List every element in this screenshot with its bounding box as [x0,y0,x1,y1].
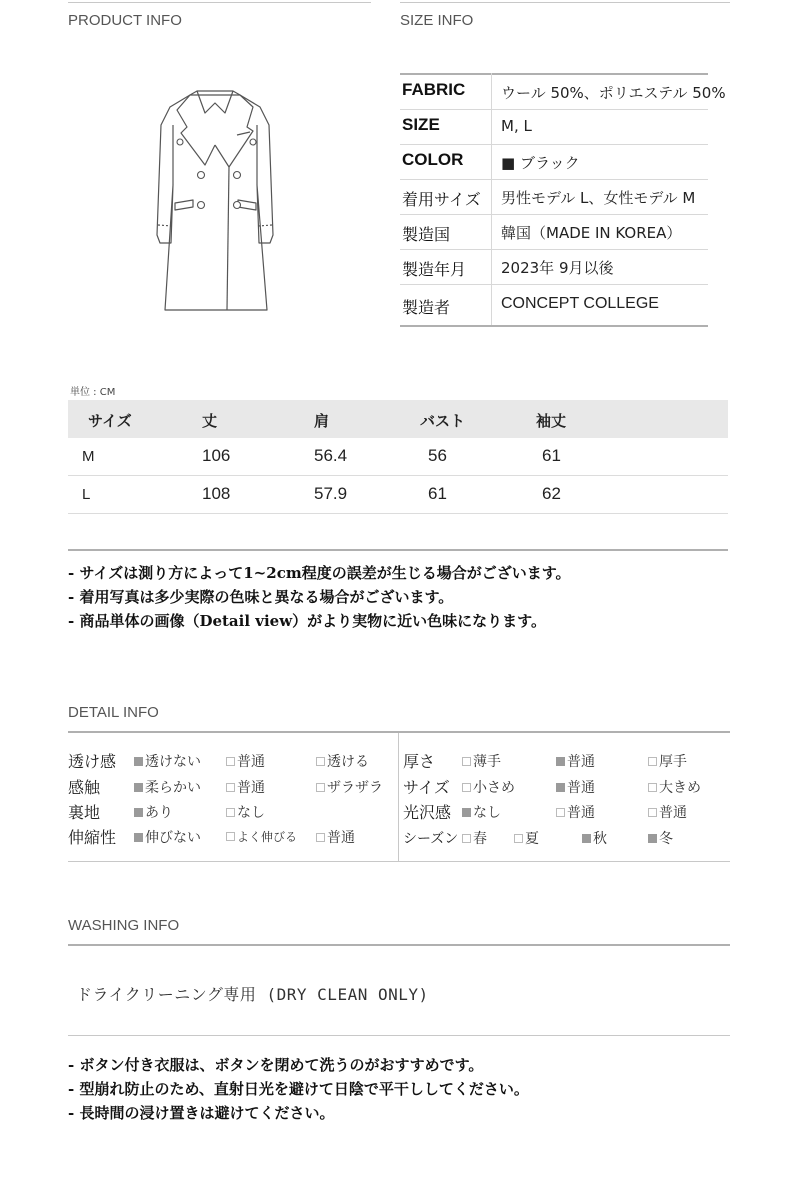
info-label: 製造者 [402,300,451,317]
info-row-country [400,214,708,250]
washing-top-rule [68,944,730,946]
info-label: 製造年月 [402,262,467,279]
detail-option: 普通 [556,777,595,797]
detail-option: 小さめ [462,777,515,797]
checkbox-unchecked [462,834,471,843]
product-info-title: PRODUCT INFO [68,12,182,29]
info-row-model-size [400,179,708,215]
checkbox-unchecked [316,757,325,766]
detail-option: 薄手 [462,751,501,771]
detail-option: 普通 [648,802,687,822]
size-info-title: SIZE INFO [400,12,474,29]
info-value: M, L [501,117,532,135]
detail-option: 普通 [316,827,355,847]
cell-shoulder: 56.4 [314,446,348,465]
cell-length: 108 [202,484,231,503]
checkbox-unchecked [226,757,235,766]
header-sleeve: 袖丈 [536,412,567,430]
detail-option: 大きめ [648,777,701,797]
detail-option: ザラザラ [316,777,383,797]
checkbox-unchecked [514,834,523,843]
unit-label: 単位 : CM [70,387,116,398]
checkbox-unchecked [226,808,235,817]
detail-option: なし [226,802,265,822]
info-label: 製造国 [402,227,451,244]
cell-sleeve: 62 [542,484,561,503]
cell-length: 106 [202,446,231,465]
detail-label: 伸縮性 [68,828,117,847]
detail-option: 夏 [514,828,539,848]
detail-label: 厚さ [403,752,436,771]
info-row-date [400,249,708,285]
detail-option: 透ける [316,751,369,771]
checkbox-unchecked [226,832,235,841]
checkbox-checked [462,808,471,817]
top-rule-right [400,2,730,3]
table-row [68,476,728,514]
checkbox-unchecked [462,757,471,766]
checkbox-unchecked [226,783,235,792]
detail-info-title: DETAIL INFO [68,704,159,721]
checkbox-checked [556,783,565,792]
info-value: CONCEPT COLLEGE [501,295,659,312]
size-note: - サイズは測り方によって1~2cm程度の誤差が生じる場合がございます。 [68,564,571,582]
notes-top-rule [68,549,728,551]
detail-option: 普通 [226,777,265,797]
info-value: ウール 50%、ポリエステル 50% [501,84,726,102]
washing-method: ドライクリーニング専用 (DRY CLEAN ONLY) [76,985,429,1004]
detail-option: 厚手 [648,751,687,771]
info-label: 着用サイズ [402,192,481,209]
size-note: - 商品単体の画像（Detail view）がより実物に近い色味になります。 [68,612,546,630]
checkbox-checked [582,834,591,843]
detail-option: 冬 [648,828,673,848]
checkbox-unchecked [462,783,471,792]
info-row-size [400,109,708,145]
info-label: SIZE [402,115,440,134]
checkbox-checked [134,833,143,842]
header-length: 丈 [202,412,218,430]
cell-shoulder: 57.9 [314,484,348,503]
info-label: COLOR [402,150,464,169]
cell-size: M [82,448,95,465]
checkbox-checked [134,757,143,766]
washing-note: - 型崩れ防止のため、直射日光を避けて日陰で平干ししてください。 [68,1080,529,1098]
info-label: FABRIC [402,80,466,99]
detail-option: 柔らかい [134,777,201,797]
size-table-header [68,400,728,438]
cell-sleeve: 61 [542,446,561,465]
info-row-maker [400,287,708,327]
header-size: サイズ [88,412,132,430]
info-row-color [400,144,708,180]
checkbox-checked [648,834,657,843]
info-value: 2023年 9月以後 [501,259,614,277]
info-value: 韓国（MADE IN KOREA） [501,224,682,242]
detail-option: 普通 [226,751,265,771]
detail-option: 伸びない [134,827,201,847]
detail-label: シーズン [403,831,459,847]
checkbox-unchecked [648,783,657,792]
cell-size: L [82,486,91,503]
detail-option: 透けない [134,751,201,771]
washing-note: - ボタン付き衣服は、ボタンを閉めて洗うのがおすすめです。 [68,1056,484,1074]
detail-divider [398,733,399,861]
detail-option: 普通 [556,751,595,771]
checkbox-unchecked [316,833,325,842]
checkbox-unchecked [556,808,565,817]
cell-bust: 56 [428,446,447,465]
header-shoulder: 肩 [314,412,330,430]
checkbox-unchecked [648,757,657,766]
checkbox-checked [134,783,143,792]
detail-label: 光沢感 [403,803,452,822]
cell-bust: 61 [428,484,447,503]
detail-option: あり [134,802,173,822]
detail-option: よく伸びる [226,828,297,845]
info-value: ■ ブラック [501,154,580,172]
washing-note: - 長時間の浸け置きは避けてください。 [68,1104,335,1122]
top-rule-left [68,2,371,3]
checkbox-checked [134,808,143,817]
detail-label: サイズ [403,778,450,797]
info-row-fabric [400,74,726,110]
size-note: - 着用写真は多少実際の色味と異なる場合がございます。 [68,588,454,606]
detail-label: 感触 [68,778,101,797]
detail-option: なし [462,802,501,822]
table-row [68,438,728,476]
washing-info-title: WASHING INFO [68,917,180,934]
coat-illustration-icon [135,85,295,315]
checkbox-unchecked [316,783,325,792]
checkbox-unchecked [648,808,657,817]
detail-option: 普通 [556,802,595,822]
washing-mid-rule [68,1035,730,1036]
detail-label: 裏地 [68,803,101,822]
header-bust: バスト [420,412,466,430]
info-value: 男性モデル L、女性モデル M [501,189,696,207]
detail-bottom-rule [68,861,730,862]
detail-option: 秋 [582,828,607,848]
detail-option: 春 [462,828,487,848]
checkbox-checked [556,757,565,766]
detail-top-rule [68,731,730,733]
detail-label: 透け感 [68,752,117,771]
